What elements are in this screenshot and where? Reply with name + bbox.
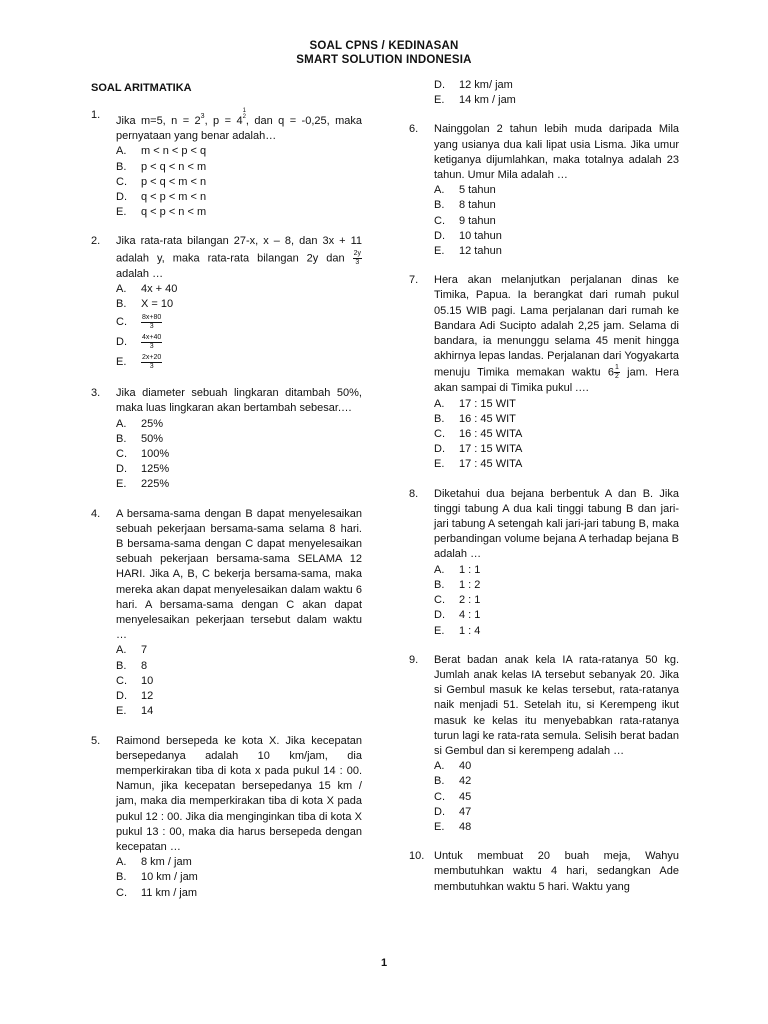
question-number: 4. [91,507,101,520]
options-list [116,643,362,719]
option-text: 12 km/ jam [459,79,513,91]
question-text [434,273,679,396]
fraction-numerator: 8x+80 [142,313,162,321]
option-label: E. [434,94,445,107]
option-text: 12 [141,690,154,703]
option[interactable] [434,93,679,108]
fraction-denominator: 3 [149,362,154,370]
option-label: E. [116,206,127,219]
question-text-part: jam. Hera akan sampai di Timika pukul .… [434,366,680,395]
fraction [141,354,162,371]
option[interactable] [434,214,679,229]
option[interactable] [434,198,679,213]
option-text: 12 tahun [459,245,502,258]
option[interactable] [116,704,362,719]
option-label: E. [116,356,127,369]
option-label: A. [434,563,445,576]
exponent-numerator: 1 [242,108,246,114]
question-5 [91,734,362,901]
option-text: m < n < p < q [141,145,207,158]
document-subtitle: SMART SOLUTION INDONESIA [296,54,472,66]
option[interactable] [434,397,679,412]
left-column [91,78,362,915]
section-title: SOAL ARITMATIKA [91,82,192,94]
option[interactable] [116,175,362,190]
option-text: 1 : 1 [459,563,481,576]
question-2 [91,234,362,372]
question-text-part: Jika rata-rata bilangan 27-x, x – 8, dan 3x + 11 adalah y, maka rata-rata bilangan 2y dan [116,235,362,265]
option[interactable] [116,352,362,372]
option-text: 8 [141,659,148,672]
option-text: 4 : 1 [459,609,481,622]
option-label: A. [116,145,127,158]
fraction-numerator: 2y [353,249,361,257]
option-text: 45 [459,790,472,803]
question-1 [91,108,362,220]
option[interactable] [116,870,362,885]
option-text: q < p < m < n [141,191,207,204]
option-label: C. [116,886,127,899]
option-label: B. [434,412,445,425]
option-label: B. [434,775,445,788]
fraction-numerator: 4x+40 [142,333,162,341]
option-text: 48 [459,820,472,833]
option-label: E. [434,820,445,833]
option-text: 1 : 4 [459,624,481,637]
document-title: SOAL CPNS / KEDINASAN [309,40,459,52]
option[interactable] [116,332,362,352]
options-list [434,563,679,639]
option-label: D. [116,191,127,204]
option[interactable] [116,855,362,870]
option[interactable] [116,689,362,704]
option[interactable] [116,659,362,674]
question-number: 8. [409,487,419,500]
option-text: 17 : 15 WIT [459,397,516,410]
option-text: p < q < m < n [141,175,207,188]
exponent-denominator: 2 [242,114,246,120]
option-label: D. [116,690,127,703]
option-label: B. [116,432,127,445]
right-column [409,78,679,909]
option-label: C. [116,448,127,461]
question-3 [91,386,362,492]
option-label: D. [116,463,127,476]
question-number: 5. [91,734,101,747]
question-7 [409,273,679,472]
option[interactable] [116,674,362,689]
option[interactable] [116,886,362,901]
options-list [434,397,679,473]
option-text: 16 : 45 WIT [459,412,516,425]
option-text: 14 km / jam [459,94,516,107]
options-list [434,183,679,259]
option[interactable] [434,759,679,774]
question-8 [409,487,679,639]
question-number: 10. [409,850,425,863]
question-4 [91,507,362,720]
option[interactable] [116,160,362,175]
options-list [116,417,362,493]
option[interactable] [434,578,679,593]
question-text: Nainggolan 2 tahun lebih muda daripada Mila yang usianya dua kali lipat usia Lisma. Jika umur ketiganya dijumlahkan, maka totalnya adalah 23 tahun. Umur Mila adalah … [434,123,679,182]
option[interactable] [434,457,679,472]
question-6 [409,122,679,259]
option-label: D. [434,229,445,242]
option-label: D. [434,805,445,818]
question-text: A bersama-sama dengan B dapat menyelesaikan sebuah pekerjaan bersama-sama selama 8 hari. B bersama-sama dengan C dapat menyelesaikan sebuah pekerjaan bersama-sama SELAMA 12 HARI. Jika A, B, C bekerja bersama-sama, maka mereka akan dapat menyelesaikan dalam waktu 6 hari. A bersama-sama dengan C akan dapat menyelesaikan pekerjaan tersebut dalam waktu … [116,507,362,642]
option[interactable] [116,462,362,477]
option[interactable] [116,312,362,332]
option[interactable] [116,417,362,432]
option-text: p < q < n < m [141,160,207,173]
option-text: 40 [459,760,472,773]
option-text: q < p < n < m [141,206,207,219]
option[interactable] [434,563,679,578]
option-text: 7 [141,644,148,657]
option-label: B. [434,578,445,591]
option-label: D. [434,443,445,456]
option-text: 17 : 15 WITA [459,443,523,456]
option-label: C. [116,175,127,188]
fraction-numerator: 1 [614,364,619,372]
option-label: A. [116,856,127,869]
question-text-part: , dan q = -0,25, maka pernyataan yang benar adalah… [116,115,362,143]
option-label: C. [434,790,445,803]
fraction-denominator: 3 [149,322,154,330]
option[interactable] [434,624,679,639]
option-label: E. [434,624,445,637]
option[interactable] [434,790,679,805]
fraction-denominator: 3 [355,258,360,266]
fraction-denominator: 2 [614,373,619,381]
question-text: Untuk membuat 20 buah meja, Wahyu membutuhkan waktu 4 hari, sedangkan Ade membutuhkan waktu 5 hari. Waktu yang [434,850,679,893]
option[interactable] [434,805,679,820]
question-number: 9. [409,653,419,666]
option[interactable] [434,244,679,259]
question-10 [409,849,679,895]
option-label: D. [434,609,445,622]
fraction [141,334,162,351]
fraction [141,314,162,331]
question-text: Jika diameter sebuah lingkaran ditambah 50%, maka luas lingkaran akan bertambah sebesar.… [116,387,362,415]
option-text: 10 [141,674,154,687]
option[interactable] [434,78,679,93]
question-text [116,108,362,144]
option-text: 2 : 1 [459,594,481,607]
fraction-denominator: 3 [149,342,154,350]
question-text: Berat badan anak kela IA rata-ratanya 50 kg. Jumlah anak kelas IA tersebut sebanyak 20. Jika si Gembul masuk ke kelas tersebut, rata-ratanya naik menjadi 51. Setelah itu, si Kerempeng ikut masuk ke kelas itu menyebabkan rata-ratanya turun lagi ke rata-rata semula. Selisih berat badan si Gembul dan si kerempeng adalah … [434,653,679,757]
option-text: X = 10 [141,298,174,311]
option-label: C. [434,214,445,227]
option[interactable] [116,477,362,492]
question-text-part: adalah … [116,267,164,280]
option[interactable] [116,144,362,159]
options-list [116,855,362,901]
question-9 [409,653,679,835]
option-label: B. [116,871,127,884]
question-number: 7. [409,274,419,287]
option-label: B. [116,160,127,173]
options-list [434,759,679,835]
option[interactable] [116,297,362,312]
option[interactable] [116,282,362,297]
option-label: E. [434,458,445,471]
option-label: B. [434,199,445,212]
option-label: D. [434,79,445,91]
option-text: 9 tahun [459,214,496,227]
option[interactable] [434,442,679,457]
option-text: 10 km / jam [141,871,198,884]
option-label: A. [434,760,445,773]
option-text: 42 [459,775,472,788]
exponent: 3 [200,113,205,120]
options-list [116,282,362,372]
option-text: 8 tahun [459,199,496,212]
option-text: 25% [141,417,164,430]
option-label: A. [116,644,127,657]
option-text: 11 km / jam [141,886,198,899]
question-number: 2. [91,235,101,248]
option-label: B. [116,659,127,672]
option-text: 5 tahun [459,184,496,197]
option-text: 14 [141,705,154,718]
option-text: 4x + 40 [141,282,178,295]
option[interactable] [116,432,362,447]
option[interactable] [116,205,362,220]
option-text: 47 [459,805,472,818]
option-label: A. [434,397,445,410]
option-text: 8 km / jam [141,856,192,869]
option-label: B. [116,298,127,311]
question-number: 6. [409,123,419,136]
question-text-part: Jika m=5, n = 2 [116,115,201,127]
option-label: E. [116,705,127,718]
option[interactable] [116,447,362,462]
question-text [116,234,362,281]
option-text: 17 : 45 WITA [459,458,523,471]
option[interactable] [116,643,362,658]
option[interactable] [434,427,679,442]
question-number: 1. [91,109,101,121]
option-text: 1 : 2 [459,578,481,591]
option[interactable] [116,190,362,205]
option-text: 125% [141,463,170,476]
question-text-part: Hera akan melanjutkan perjalanan dinas ke Timika, Papua. Ia berangkat dari rumah pukul 05.15 WIB pagi. Lama perjalanan dari rumah ke Bandara Adi Sucipto adalah 2,25 jam. Selama di bandara, ia menunggu selama 45 menit hingga akhirnya lepas landas. Perjalanan dari Yogyakarta menuju Timika memakan waktu 6 [434,274,679,379]
page-number: 1 [380,957,388,969]
option-label: D. [116,336,127,349]
option-label: E. [116,478,127,491]
option-label: C. [434,594,445,607]
fraction-numerator: 2x+20 [142,353,162,361]
option-text: 100% [141,448,170,461]
option[interactable] [434,608,679,623]
question-text: Raimond bersepeda ke kota X. Jika kecepatan bersepedanya adalah 10 km/jam, dia memperkirakan tiba di kota x pada pukul 14 : 00. Namun, jika kecepatan bersepedanya 15 km / jam, maka dia memperkirakan tiba di kota X pada pukul 12 : 00. Jika dia menginginkan tiba di kota X pukul 13 : 00, maka dia harus bersepeda dengan kecepatan … [116,734,362,853]
option[interactable] [434,593,679,608]
option-text: 16 : 45 WITA [459,428,523,441]
option-label: C. [116,316,127,329]
option[interactable] [434,412,679,427]
fraction [614,364,620,381]
fraction [353,250,362,267]
option-text: 225% [141,478,170,491]
question-text-part: , p = 4 [204,115,243,127]
option-label: C. [116,674,127,687]
option-label: A. [116,417,127,430]
option-label: A. [116,282,127,295]
option-text: 50% [141,432,164,445]
option-text: 10 tahun [459,229,502,242]
question-number: 3. [91,387,101,400]
question-text: Diketahui dua bejana berbentuk A dan B. Jika tinggi tabung A dua kali tinggi tabung B dan jari-jari tabung A setengah kali jari-jari tabung B, maka perbandingan volume bejana A terhadap bejana B adalah … [434,487,679,561]
option-label: E. [434,245,445,258]
question-5-continued [409,78,679,108]
option-label: C. [434,428,445,441]
option[interactable] [434,820,679,835]
option[interactable] [434,774,679,789]
option-label: A. [434,184,445,197]
option[interactable] [434,229,679,244]
option[interactable] [434,183,679,198]
options-list [116,144,362,220]
